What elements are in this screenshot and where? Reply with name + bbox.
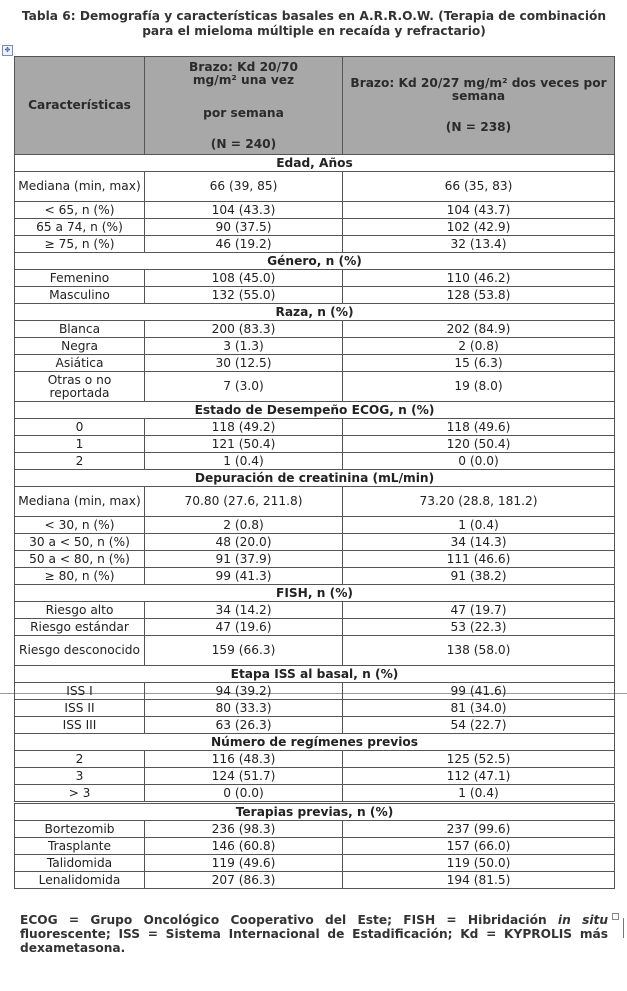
section-header-row bbox=[15, 304, 615, 321]
row-label: Masculino bbox=[15, 287, 145, 304]
value-twice-weekly: 2 (0.8) bbox=[343, 338, 615, 355]
value-weekly: 90 (37.5) bbox=[145, 219, 343, 236]
row-label: Negra bbox=[15, 338, 145, 355]
value-weekly: 91 (37.9) bbox=[145, 551, 343, 568]
value-twice-weekly: 0 (0.0) bbox=[343, 453, 615, 470]
table-row bbox=[15, 785, 615, 803]
footnote-italic: in situ bbox=[557, 913, 609, 927]
table-row bbox=[15, 821, 615, 838]
header-arm-weekly-line3: por semana bbox=[203, 105, 284, 120]
table-row bbox=[15, 487, 615, 517]
value-twice-weekly: 19 (8.0) bbox=[343, 372, 615, 402]
table-row bbox=[15, 372, 615, 402]
value-weekly: 3 (1.3) bbox=[145, 338, 343, 355]
header-arm-weekly bbox=[145, 57, 343, 155]
header-arm-twice-weekly-label: Brazo: Kd 20/27 mg/m² dos veces por semana bbox=[350, 76, 607, 103]
cell-end-marker bbox=[612, 913, 619, 920]
section-title: FISH, n (%) bbox=[15, 585, 615, 602]
value-weekly: 116 (48.3) bbox=[145, 751, 343, 768]
table-row bbox=[15, 619, 615, 636]
table-move-handle-icon[interactable]: ✥ bbox=[2, 45, 13, 56]
section-title: Estado de Desempeño ECOG, n (%) bbox=[15, 402, 615, 419]
row-label: 0 bbox=[15, 419, 145, 436]
row-label: ≥ 80, n (%) bbox=[15, 568, 145, 585]
table-row bbox=[15, 172, 615, 202]
footnote-text-2: fluorescente; ISS = Sistema Internacional de Estadificación; Kd = KYPROLIS más dexametasona. bbox=[20, 927, 608, 955]
row-label: Otras o no reportada bbox=[15, 372, 145, 402]
value-weekly: 0 (0.0) bbox=[145, 785, 343, 803]
row-label: Mediana (min, max) bbox=[15, 487, 145, 517]
table-row bbox=[15, 453, 615, 470]
value-twice-weekly: 54 (22.7) bbox=[343, 717, 615, 734]
value-weekly: 2 (0.8) bbox=[145, 517, 343, 534]
table-row bbox=[15, 517, 615, 534]
value-twice-weekly: 111 (46.6) bbox=[343, 551, 615, 568]
section-header-row bbox=[15, 734, 615, 751]
value-weekly: 124 (51.7) bbox=[145, 768, 343, 785]
table-caption: Tabla 6: Demografía y características basales en A.R.R.O.W. (Terapia de combinación para el mieloma múltiple en recaída y refractario) bbox=[21, 9, 607, 38]
value-weekly: 207 (86.3) bbox=[145, 872, 343, 889]
value-twice-weekly: 104 (43.7) bbox=[343, 202, 615, 219]
demographics-table bbox=[14, 56, 615, 889]
value-twice-weekly: 128 (53.8) bbox=[343, 287, 615, 304]
value-weekly: 94 (39.2) bbox=[145, 683, 343, 700]
section-header-row bbox=[15, 402, 615, 419]
row-label: ISS III bbox=[15, 717, 145, 734]
table-row bbox=[15, 355, 615, 372]
text-cursor-bar bbox=[623, 918, 624, 938]
row-label: ISS II bbox=[15, 700, 145, 717]
value-twice-weekly: 81 (34.0) bbox=[343, 700, 615, 717]
table-row bbox=[15, 636, 615, 666]
row-label: Talidomida bbox=[15, 855, 145, 872]
table-row bbox=[15, 683, 615, 700]
table-row bbox=[15, 287, 615, 304]
value-weekly: 7 (3.0) bbox=[145, 372, 343, 402]
value-weekly: 99 (41.3) bbox=[145, 568, 343, 585]
table-row bbox=[15, 551, 615, 568]
section-header-row bbox=[15, 470, 615, 487]
section-title: Terapias previas, n (%) bbox=[15, 803, 615, 821]
table-row bbox=[15, 436, 615, 453]
row-label: 1 bbox=[15, 436, 145, 453]
table-row bbox=[15, 768, 615, 785]
value-weekly: 1 (0.4) bbox=[145, 453, 343, 470]
value-twice-weekly: 99 (41.6) bbox=[343, 683, 615, 700]
table-row bbox=[15, 717, 615, 734]
header-arm-weekly-line1: Brazo: Kd 20/70 bbox=[189, 59, 298, 74]
section-title: Etapa ISS al basal, n (%) bbox=[15, 666, 615, 683]
value-weekly: 66 (39, 85) bbox=[145, 172, 343, 202]
value-weekly: 200 (83.3) bbox=[145, 321, 343, 338]
value-weekly: 80 (33.3) bbox=[145, 700, 343, 717]
row-label: 3 bbox=[15, 768, 145, 785]
table-row bbox=[15, 270, 615, 287]
row-label: ISS I bbox=[15, 683, 145, 700]
value-twice-weekly: 120 (50.4) bbox=[343, 436, 615, 453]
value-weekly: 47 (19.6) bbox=[145, 619, 343, 636]
section-header-row bbox=[15, 253, 615, 270]
row-label: ≥ 75, n (%) bbox=[15, 236, 145, 253]
header-arm-twice-weekly-n: (N = 238) bbox=[445, 120, 512, 134]
value-twice-weekly: 112 (47.1) bbox=[343, 768, 615, 785]
section-header-row bbox=[15, 155, 615, 172]
table-row bbox=[15, 338, 615, 355]
footnote-text-1: ECOG = Grupo Oncológico Cooperativo del Este; FISH = Hibridación bbox=[20, 913, 558, 927]
value-twice-weekly: 119 (50.0) bbox=[343, 855, 615, 872]
row-label: 30 a < 50, n (%) bbox=[15, 534, 145, 551]
row-label: 50 a < 80, n (%) bbox=[15, 551, 145, 568]
table-row bbox=[15, 855, 615, 872]
value-twice-weekly: 194 (81.5) bbox=[343, 872, 615, 889]
value-weekly: 118 (49.2) bbox=[145, 419, 343, 436]
value-twice-weekly: 66 (35, 83) bbox=[343, 172, 615, 202]
table-body bbox=[15, 155, 615, 889]
row-label: Trasplante bbox=[15, 838, 145, 855]
value-weekly: 63 (26.3) bbox=[145, 717, 343, 734]
value-twice-weekly: 1 (0.4) bbox=[343, 517, 615, 534]
table-row bbox=[15, 700, 615, 717]
section-title: Raza, n (%) bbox=[15, 304, 615, 321]
header-arm-weekly-n: (N = 240) bbox=[210, 136, 277, 151]
row-label: > 3 bbox=[15, 785, 145, 803]
section-title: Edad, Años bbox=[15, 155, 615, 172]
section-title: Género, n (%) bbox=[15, 253, 615, 270]
section-header-row bbox=[15, 585, 615, 602]
row-label: 2 bbox=[15, 751, 145, 768]
table-row bbox=[15, 236, 615, 253]
row-label: 2 bbox=[15, 453, 145, 470]
value-twice-weekly: 118 (49.6) bbox=[343, 419, 615, 436]
value-weekly: 30 (12.5) bbox=[145, 355, 343, 372]
value-weekly: 132 (55.0) bbox=[145, 287, 343, 304]
header-characteristics: Características bbox=[15, 57, 145, 155]
value-weekly: 146 (60.8) bbox=[145, 838, 343, 855]
table-row bbox=[15, 568, 615, 585]
value-twice-weekly: 157 (66.0) bbox=[343, 838, 615, 855]
value-twice-weekly: 1 (0.4) bbox=[343, 785, 615, 803]
value-twice-weekly: 34 (14.3) bbox=[343, 534, 615, 551]
section-header-row bbox=[15, 666, 615, 683]
table-row bbox=[15, 219, 615, 236]
value-twice-weekly: 32 (13.4) bbox=[343, 236, 615, 253]
value-twice-weekly: 202 (84.9) bbox=[343, 321, 615, 338]
value-twice-weekly: 73.20 (28.8, 181.2) bbox=[343, 487, 615, 517]
row-label: Asiática bbox=[15, 355, 145, 372]
value-weekly: 70.80 (27.6, 211.8) bbox=[145, 487, 343, 517]
value-weekly: 159 (66.3) bbox=[145, 636, 343, 666]
value-weekly: 34 (14.2) bbox=[145, 602, 343, 619]
value-weekly: 236 (98.3) bbox=[145, 821, 343, 838]
table-row bbox=[15, 602, 615, 619]
row-label: 65 a 74, n (%) bbox=[15, 219, 145, 236]
section-title: Número de regímenes previos bbox=[15, 734, 615, 751]
value-twice-weekly: 138 (58.0) bbox=[343, 636, 615, 666]
section-title: Depuración de creatinina (mL/min) bbox=[15, 470, 615, 487]
row-label: Femenino bbox=[15, 270, 145, 287]
table-row bbox=[15, 751, 615, 768]
row-label: Riesgo desconocido bbox=[15, 636, 145, 666]
row-label: Mediana (min, max) bbox=[15, 172, 145, 202]
row-label: Riesgo alto bbox=[15, 602, 145, 619]
table-row bbox=[15, 419, 615, 436]
table-row bbox=[15, 872, 615, 889]
row-label: Lenalidomida bbox=[15, 872, 145, 889]
value-twice-weekly: 91 (38.2) bbox=[343, 568, 615, 585]
section-header-row bbox=[15, 803, 615, 821]
header-arm-twice-weekly bbox=[343, 57, 615, 155]
value-weekly: 104 (43.3) bbox=[145, 202, 343, 219]
value-twice-weekly: 237 (99.6) bbox=[343, 821, 615, 838]
value-weekly: 119 (49.6) bbox=[145, 855, 343, 872]
value-weekly: 46 (19.2) bbox=[145, 236, 343, 253]
table-row bbox=[15, 838, 615, 855]
value-weekly: 48 (20.0) bbox=[145, 534, 343, 551]
value-twice-weekly: 110 (46.2) bbox=[343, 270, 615, 287]
value-twice-weekly: 102 (42.9) bbox=[343, 219, 615, 236]
value-twice-weekly: 47 (19.7) bbox=[343, 602, 615, 619]
value-weekly: 121 (50.4) bbox=[145, 436, 343, 453]
table-footnote bbox=[20, 913, 608, 955]
value-twice-weekly: 15 (6.3) bbox=[343, 355, 615, 372]
row-label: < 65, n (%) bbox=[15, 202, 145, 219]
table-row bbox=[15, 202, 615, 219]
value-twice-weekly: 53 (22.3) bbox=[343, 619, 615, 636]
value-twice-weekly: 125 (52.5) bbox=[343, 751, 615, 768]
row-label: < 30, n (%) bbox=[15, 517, 145, 534]
row-label: Riesgo estándar bbox=[15, 619, 145, 636]
row-label: Blanca bbox=[15, 321, 145, 338]
row-label: Bortezomib bbox=[15, 821, 145, 838]
table-row bbox=[15, 321, 615, 338]
table-row bbox=[15, 534, 615, 551]
value-weekly: 108 (45.0) bbox=[145, 270, 343, 287]
header-arm-weekly-line2: mg/m² una vez bbox=[192, 72, 295, 87]
